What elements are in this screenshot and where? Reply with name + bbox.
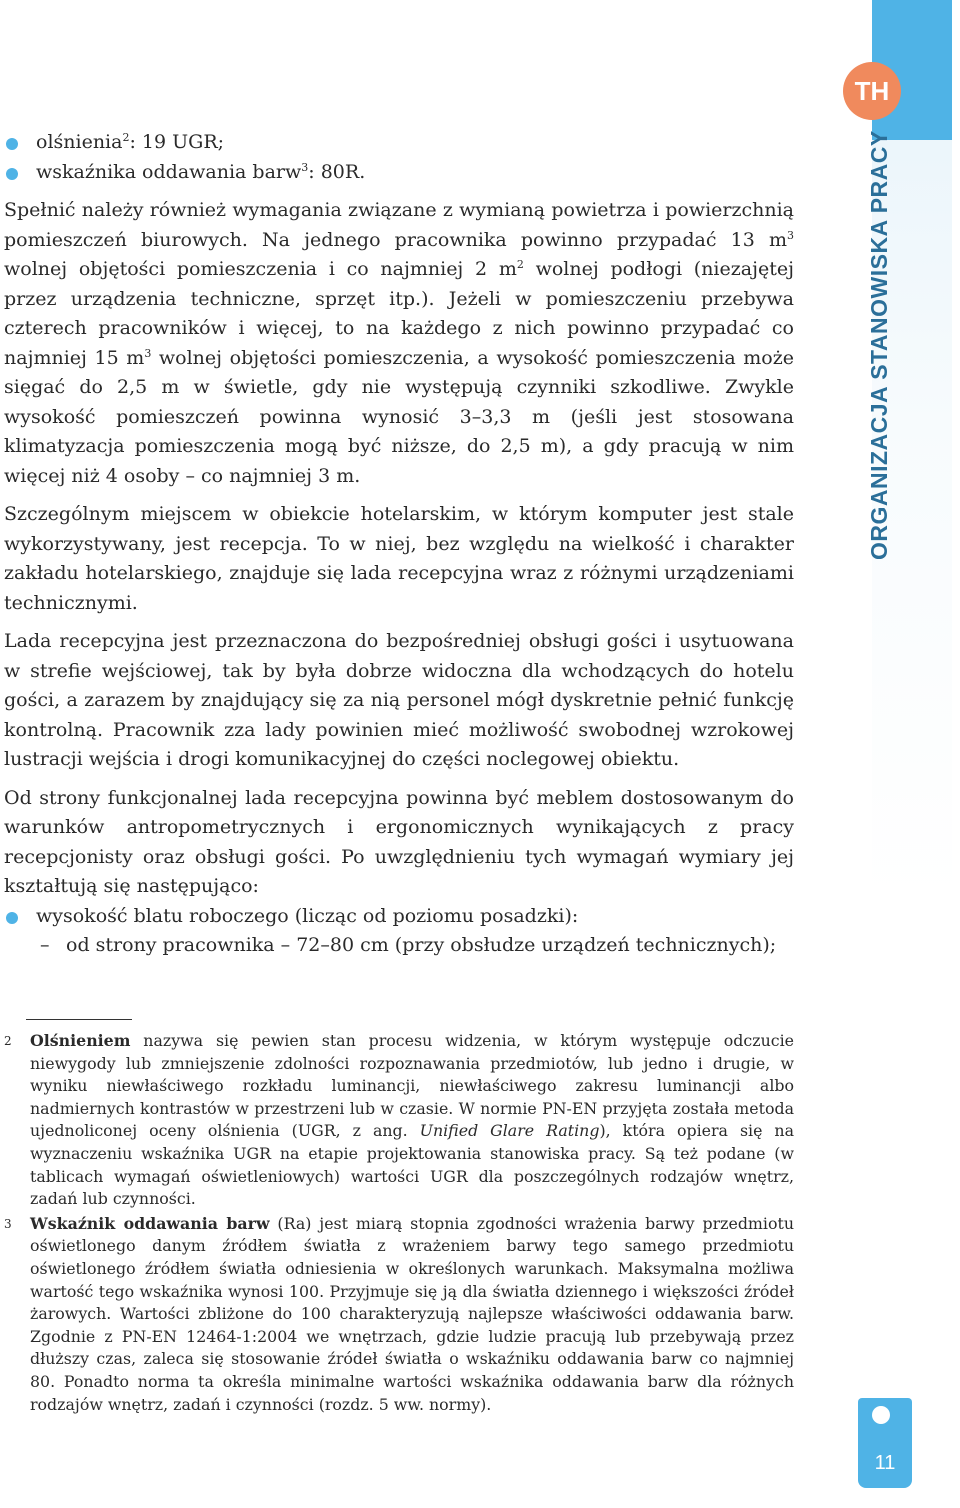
bullet-item: olśnienia$^2$: 19 UGR; bbox=[4, 128, 794, 158]
th-logo: TH bbox=[843, 62, 901, 120]
footnotes bbox=[4, 1030, 794, 1418]
footnote-number: 2 bbox=[4, 1034, 12, 1048]
paragraph-ventilation: Spełnić należy również wymagania związane z wymianą powietrza i powierzchnią pomieszczeń biurowych. Na jednego pracownika powinno przypadać 13 $m^3$ wolnej objętości pomieszczenia i co najmniej 2 $m^2$ wolnej podłogi (niezajętej przez urządzenia techniczne, sprzęt itp.). Jeżeli w pomieszczeniu przebywa czterech pracowników i więcej, to na każdego z nich powinno przypadać co najmniej 15 $m^3$ wolnej objętości pomieszczenia, a wysokość pomieszczenia może sięgać do 2,5 m w świetle, gdy nie występują czynniki szkodliwe. Zwykle wysokość pomieszczeń powinna wynosić 3–3,3 m (jeśli jest stosowana klimatyzacja pomieszczenia mogą być niższe, do 2,5 m), a gdy pracują w nim więcej niż 4 osoby – co najmniej 3 m. bbox=[4, 199, 794, 487]
footnote-3: 3 Wskaźnik oddawania barw (Ra) jest miarą stopnia zgodności wrażenia barwy przedmiotu oświetlonego danym źródłem światła z wrażeniem barwy tego samego przedmiotu oświetlonego źródłem światła odniesienia w określonych warunkach. Maksymalna możliwa wartość tego wskaźnika wynosi 100. Przyjmuje się ją dla światła dziennego i większości źródeł żarowych. Wartości zbliżone do 100 charakteryzują najlepsze właściwości oddawania barw. Zgodnie z PN-EN 12464-1:2004 we wnętrzach, gdzie ludzie pracują lub przebywają przez dłuższy czas, zaleca się stosowanie źródeł światła o wskaźniku oddawania barw co najmniej 80. Ponadto norma ta określa minimalne wartości wskaźnika oddawania barw dla różnych rodzajów wnętrz, zadań i czynności (rozdz. 5 ww. normy). bbox=[4, 1213, 794, 1414]
footnote-rule bbox=[26, 1019, 132, 1020]
footnote-number: 3 bbox=[4, 1216, 12, 1231]
section-title: ORGANIZACJA STANOWISKA PRACY bbox=[866, 130, 892, 560]
footnote-2: 2 Olśnieniem nazywa się pewien stan procesu widzenia, w którym występuje odczucie niewygody lub zmniejszenie zdolności rozpoznawania przedmiotów, lub jedno i drugie, w wyniku niewłaściwego rozkładu luminancji, niewłaściwego zakresu luminancji albo nadmiernych kontrastów w przestrzeni lub w czasie. W normie PN-EN przyjęta została metoda ujednoliconej oceny olśnienia (UGR, z ang. Unified Glare Rating), która opiera się na wyznaczeniu wskaźnika UGR na etapie projektowania stanowiska pracy. Są też podane (w tablicach wymagań oświetleniowych) wartości UGR dla poszczególnych rodzajów wnętrz, zadań lub czynności. bbox=[4, 1031, 795, 1209]
bullet-item: wskaźnika oddawania barw$^3$: 80R. bbox=[4, 158, 794, 188]
page-number: 11 bbox=[874, 1452, 896, 1474]
dash-mark: – bbox=[40, 934, 50, 956]
paragraph-reception: Szczególnym miejscem w obiekcie hotelarskim, w którym komputer jest stale wykorzystywany, jest recepcja. To w niej, bez względu na wielkość i charakter zakładu hotelarskiego, znajduje się lada recepcyjna wraz z różnymi urządzeniami technicznymi. bbox=[4, 503, 794, 614]
main-text bbox=[4, 128, 794, 961]
paragraph-functional: Od strony funkcjonalnej lada recepcyjna powinna być meblem dostosowanym do warunków antropometrycznych i ergonomicznych wynikających z pracy recepcjonisty oraz obsługi gości. Po uwzględnieniu tych wymagań wymiary jej kształtują się następująco: bbox=[4, 786, 794, 897]
bullet-item: wysokość blatu roboczego (licząc od poziomu posadzki): bbox=[4, 902, 794, 932]
paragraph-reception-desk: Lada recepcyjna jest przeznaczona do bezpośredniej obsługi gości i usytuowana w strefie wejściowej, tak by była dobrze widoczna dla wchodzących do hotelu gości, a zarazem by znajdujący się za nią personel mógł dyskretnie pełnić funkcję kontrolną. Pracownik zza lady powinien mieć możliwość swobodnej wzrokowej lustracji wejścia i drogi komunikacyjnej do części noclegowej obiektu. bbox=[4, 630, 794, 770]
bullet-dot-icon bbox=[6, 912, 18, 924]
bullet-dot-icon bbox=[6, 138, 18, 150]
bullet-dot-icon bbox=[6, 168, 18, 180]
tab-hole-icon bbox=[872, 1406, 890, 1424]
dash-item: – od strony pracownika – 72–80 cm (przy obsłudze urządzeń technicznych); bbox=[4, 931, 794, 961]
